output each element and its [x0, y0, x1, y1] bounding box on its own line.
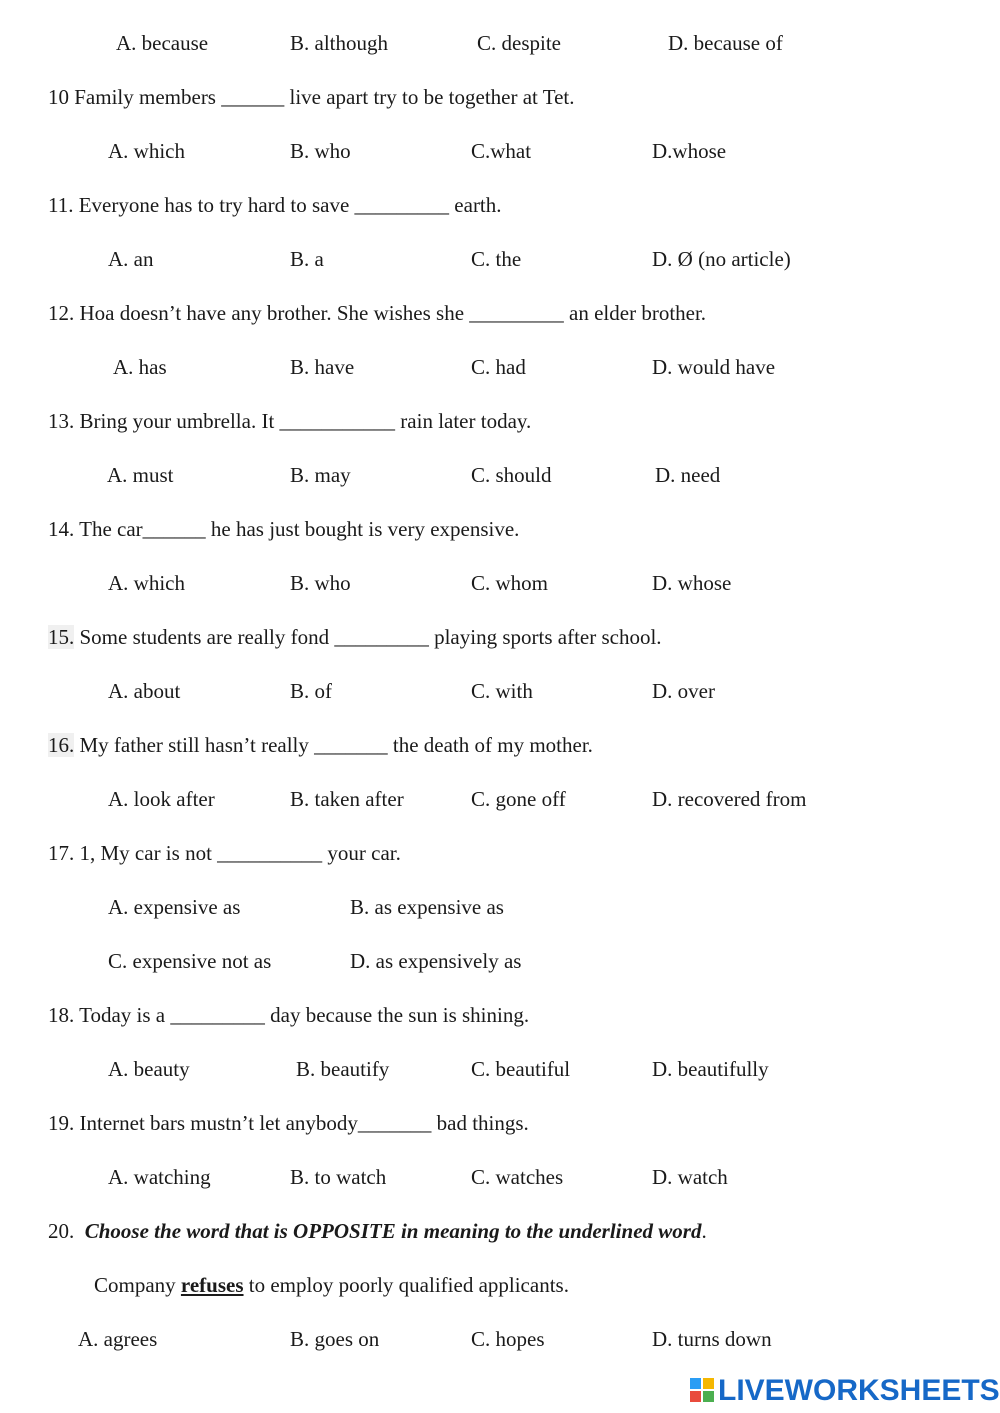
q19-option-a[interactable]: A. watching	[108, 1165, 211, 1189]
q14-option-c[interactable]: C. whom	[471, 571, 549, 595]
q12-option-d[interactable]: D. would have	[652, 355, 776, 379]
q11-option-b[interactable]: B. a	[290, 247, 324, 271]
q20-sentence-end: to employ poorly qualified applicants.	[248, 1273, 569, 1297]
question-12-stem: 12. Hoa doesn’t have any brother. She wishes she _________ an elder brother.	[48, 301, 707, 325]
q20-option-d[interactable]: D. turns down	[652, 1327, 772, 1351]
q14-option-b[interactable]: B. who	[290, 571, 351, 595]
q11-option-c[interactable]: C. the	[471, 247, 522, 271]
q14-option-d[interactable]: D. whose	[652, 571, 732, 595]
q13-option-d[interactable]: D. need	[655, 463, 721, 487]
question-15-text: Some students are really fond _________ playing sports after school.	[79, 625, 662, 649]
q18-option-a[interactable]: A. beauty	[108, 1057, 190, 1081]
question-18-stem: 18. Today is a _________ day because the sun is shining.	[48, 1003, 530, 1027]
q20-underlined-word: refuses	[180, 1273, 244, 1297]
question-16-stem	[48, 732, 593, 758]
question-16-number: 16.	[48, 733, 75, 757]
q15-option-c[interactable]: C. with	[471, 679, 533, 703]
q9-option-b[interactable]: B. although	[290, 31, 388, 55]
question-10-stem: 10 Family members ______ live apart try to be together at Tet.	[48, 85, 575, 109]
q19-option-c[interactable]: C. watches	[471, 1165, 564, 1189]
q13-option-b[interactable]: B. may	[290, 463, 351, 487]
question-17-stem: 17. 1, My car is not __________ your car.	[48, 841, 401, 865]
q13-option-a[interactable]: A. must	[107, 463, 174, 487]
liveworksheets-logo-text: LIVEWORKSHEETS	[718, 1374, 1000, 1407]
q9-option-c[interactable]: C. despite	[477, 31, 561, 55]
q15-option-a[interactable]: A. about	[108, 679, 181, 703]
q16-option-a[interactable]: A. look after	[108, 787, 215, 811]
q17-option-d[interactable]: D. as expensively as	[350, 949, 522, 973]
q19-option-d[interactable]: D. watch	[652, 1165, 728, 1189]
question-11-stem: 11. Everyone has to try hard to save _________ earth.	[48, 193, 502, 217]
q10-option-c[interactable]: C.what	[471, 139, 532, 163]
q18-option-b[interactable]: B. beautify	[296, 1057, 390, 1081]
q17-option-b[interactable]: B. as expensive as	[350, 895, 504, 919]
q11-option-d[interactable]: D. Ø (no article)	[652, 247, 791, 271]
question-14-stem: 14. The car______ he has just bought is very expensive.	[48, 517, 520, 541]
q11-option-a[interactable]: A. an	[108, 247, 154, 271]
q10-option-b[interactable]: B. who	[290, 139, 351, 163]
q10-option-a[interactable]: A. which	[108, 139, 185, 163]
q20-option-b[interactable]: B. goes on	[290, 1327, 380, 1351]
q9-option-d[interactable]: D. because of	[668, 31, 783, 55]
q18-option-c[interactable]: C. beautiful	[471, 1057, 571, 1081]
question-13-stem: 13. Bring your umbrella. It ___________ rain later today.	[48, 409, 532, 433]
q16-option-b[interactable]: B. taken after	[290, 787, 404, 811]
question-20-instruction-period: .	[701, 1219, 707, 1243]
liveworksheets-logo[interactable]	[690, 1374, 1000, 1408]
q15-option-b[interactable]: B. of	[290, 679, 332, 703]
q20-option-a[interactable]: A. agrees	[78, 1327, 158, 1351]
q20-option-c[interactable]: C. hopes	[471, 1327, 545, 1351]
question-15-number: 15.	[48, 625, 75, 649]
liveworksheets-logo-icon	[690, 1378, 716, 1404]
q16-option-d[interactable]: D. recovered from	[652, 787, 807, 811]
q14-option-a[interactable]: A. which	[108, 571, 185, 595]
question-15-stem	[48, 624, 662, 650]
question-20-sentence	[94, 1272, 569, 1298]
question-19-stem: 19. Internet bars mustn’t let anybody_______ bad things.	[48, 1111, 529, 1135]
question-20-instruction	[48, 1218, 707, 1244]
q20-sentence-start: Company	[94, 1273, 176, 1297]
q18-option-d[interactable]: D. beautifully	[652, 1057, 769, 1081]
q13-option-c[interactable]: C. should	[471, 463, 552, 487]
q17-option-c[interactable]: C. expensive not as	[108, 949, 272, 973]
q10-option-d[interactable]: D.whose	[652, 139, 727, 163]
question-20-number: 20.	[48, 1219, 75, 1243]
q17-option-a[interactable]: A. expensive as	[108, 895, 241, 919]
q12-option-c[interactable]: C. had	[471, 355, 526, 379]
question-16-text: My father still hasn’t really _______ the death of my mother.	[79, 733, 593, 757]
q19-option-b[interactable]: B. to watch	[290, 1165, 387, 1189]
q12-option-b[interactable]: B. have	[290, 355, 355, 379]
q16-option-c[interactable]: C. gone off	[471, 787, 566, 811]
q9-option-a[interactable]: A. because	[116, 31, 209, 55]
question-20-instruction-text: Choose the word that is OPPOSITE in meaning to the underlined word	[84, 1219, 702, 1243]
q15-option-d[interactable]: D. over	[652, 679, 715, 703]
q12-option-a[interactable]: A. has	[113, 355, 167, 379]
